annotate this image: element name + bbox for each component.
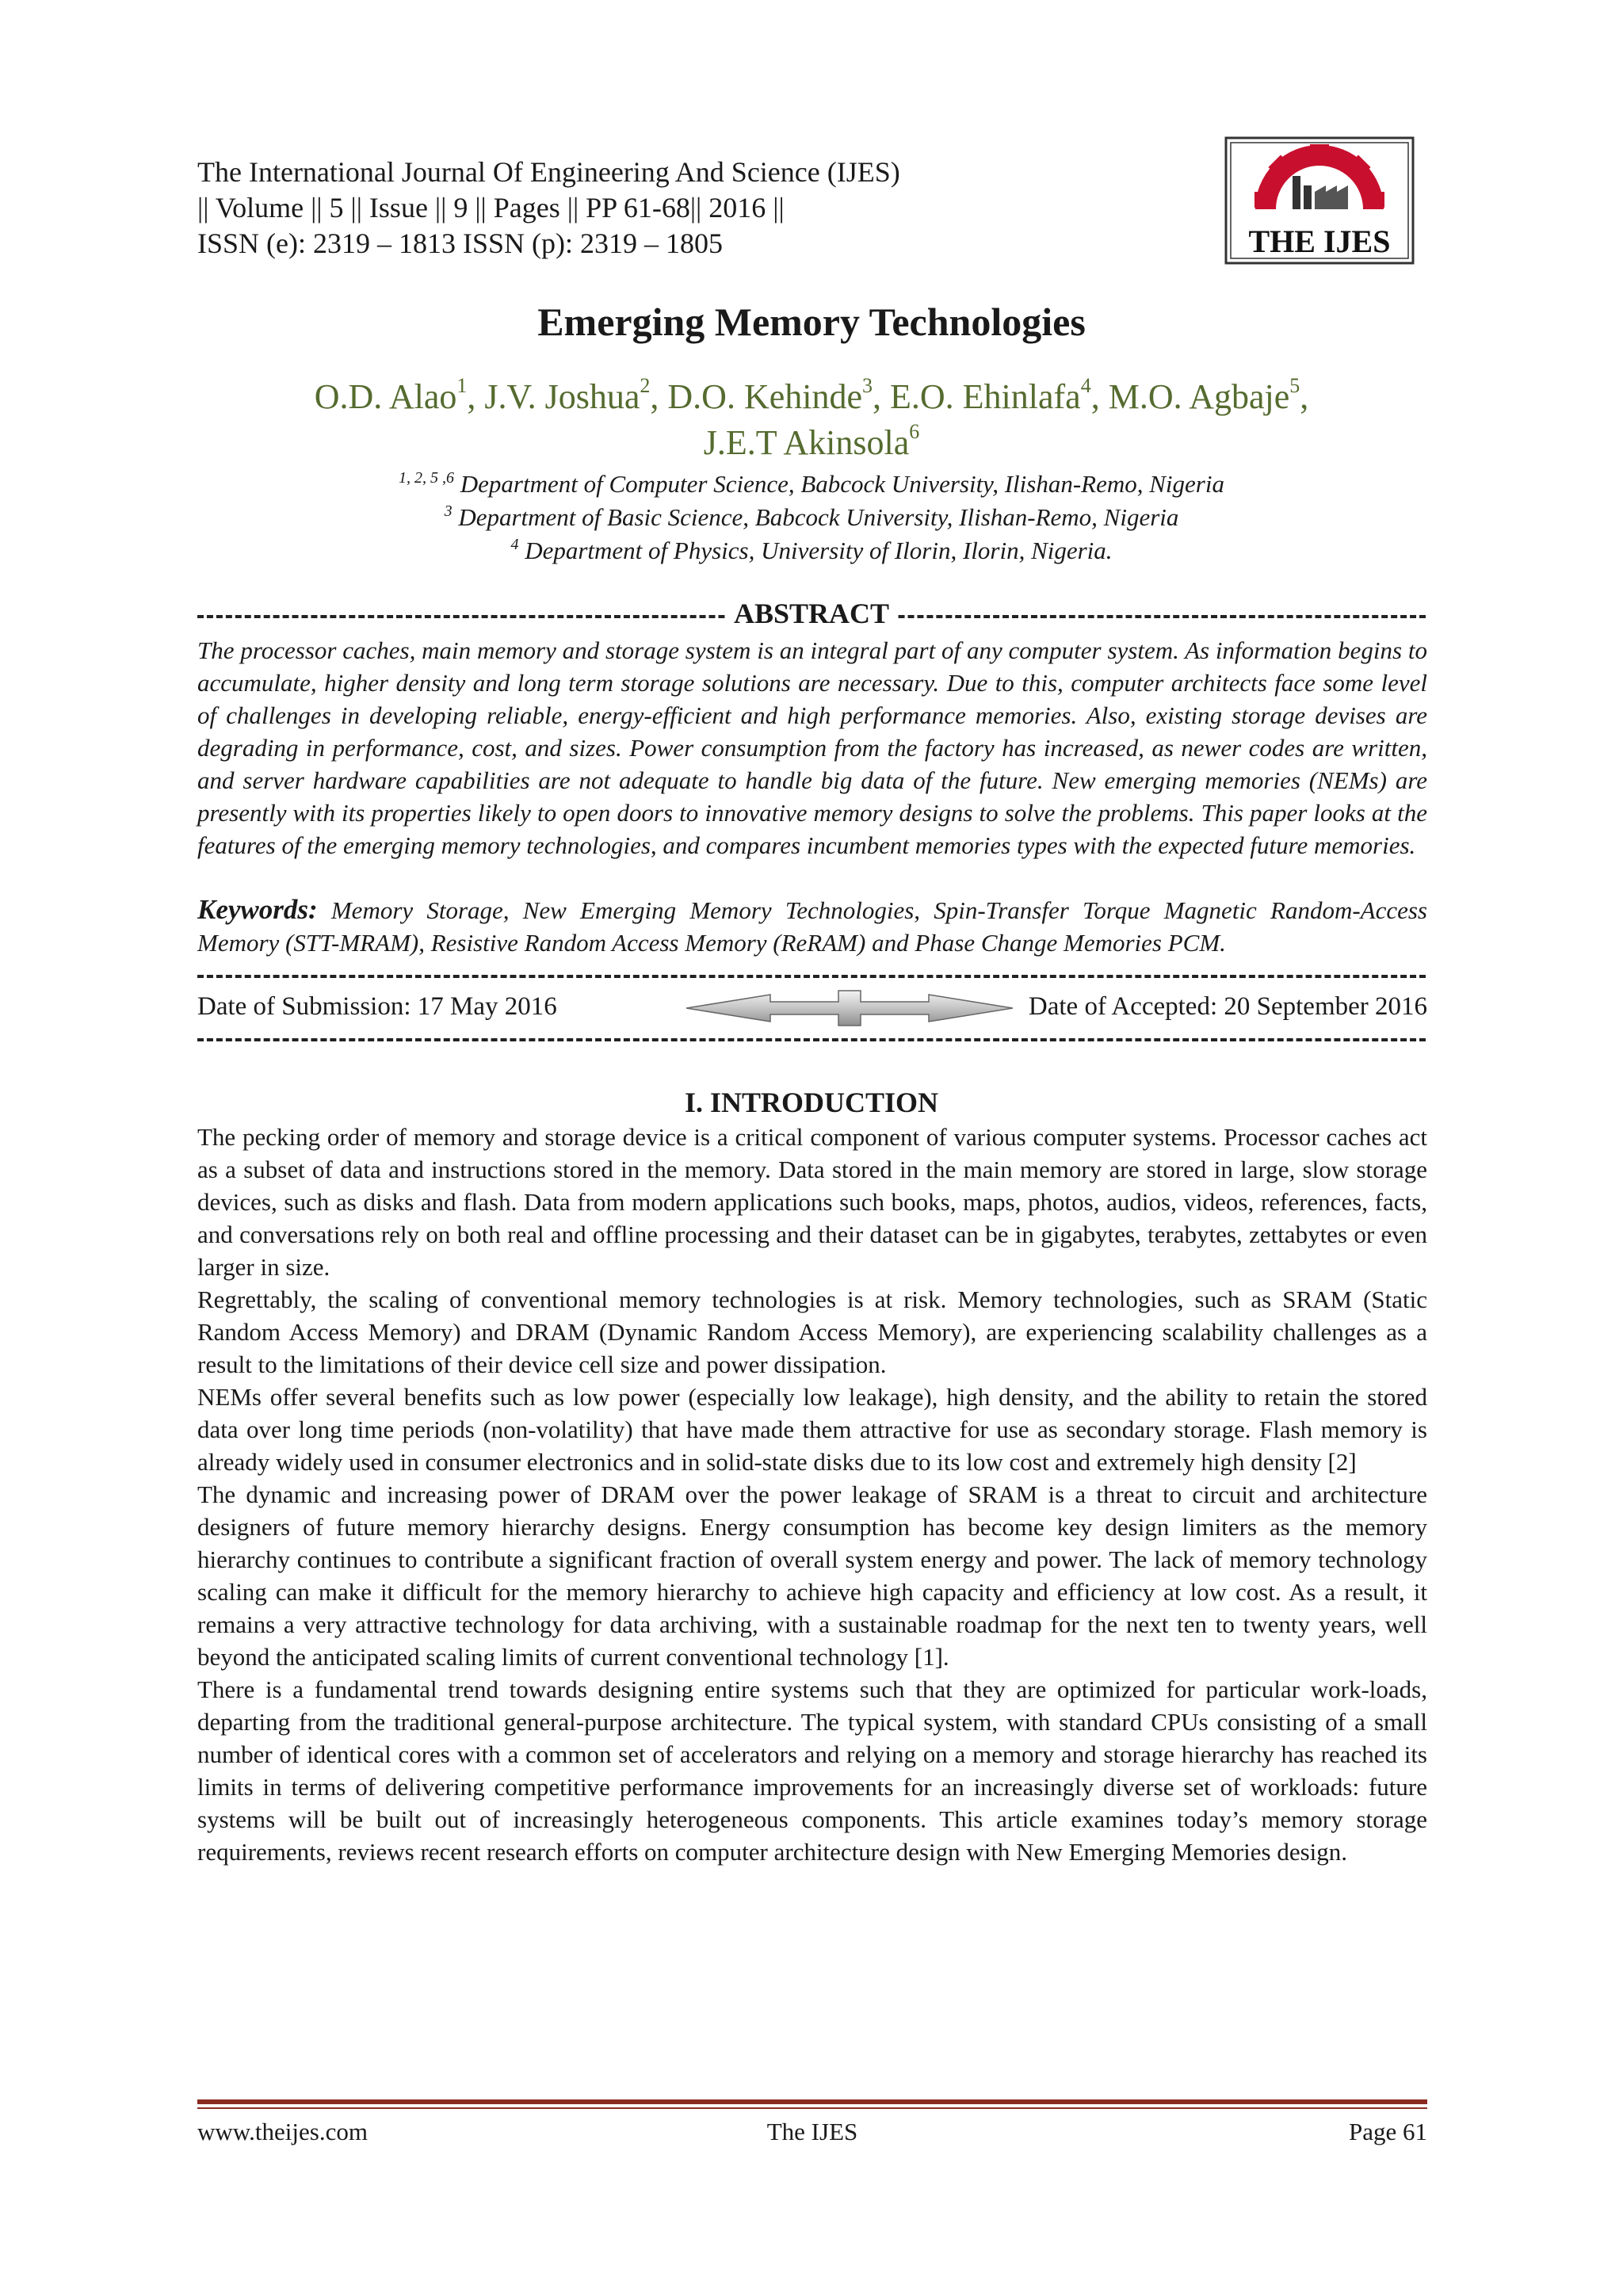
introduction-body bbox=[197, 1121, 1427, 1868]
paragraph: There is a fundamental trend towards designing entire systems such that they are optimized for particular work-loads, departing from the traditional general-purpose architecture. The typical system, with standard CPUs consisting of a small number of identical cores with a common set of accelerators and relying on a memory and storage hierarchy has reached its limits in terms of delivering competitive performance improvements for an increasingly diverse set of workloads: future systems will be built out of increasingly heterogeneous components. This article examines today’s memory storage requirements, reviews recent research efforts on computer architecture design with New Emerging Memories design. bbox=[197, 1675, 1427, 1866]
author-sup: 1 bbox=[456, 374, 468, 397]
keywords-text: Memory Storage, New Emerging Memory Technologies, Spin-Transfer Torque Magnetic Random-Access Memory (STT-MRAM), Resistive Random Access Memory (ReRAM) and Phase Change Memories PCM. bbox=[197, 896, 1427, 957]
affiliations bbox=[0, 468, 1623, 567]
affiliation-text: Department of Basic Science, Babcock University, Ilishan-Remo, Nigeria bbox=[458, 503, 1179, 531]
affiliation-text: Department of Computer Science, Babcock University, Ilishan-Remo, Nigeria bbox=[460, 470, 1224, 498]
dates-row bbox=[197, 987, 1427, 1026]
journal-issn: ISSN (e): 2319 – 1813 ISSN (p): 2319 – 1805 bbox=[197, 227, 723, 259]
journal-header bbox=[197, 155, 1148, 262]
accepted-date: Date of Accepted: 20 September 2016 bbox=[1028, 992, 1427, 1021]
affiliation-sup: 1, 2, 5 ,6 bbox=[399, 469, 454, 487]
dates-bottom-divider bbox=[197, 1038, 1426, 1041]
logo-text: THE IJES bbox=[1248, 223, 1391, 259]
affiliation-sup: 3 bbox=[444, 502, 453, 520]
abstract-heading-text: ABSTRACT bbox=[727, 598, 896, 629]
author-list bbox=[0, 374, 1623, 466]
affiliation bbox=[0, 468, 1623, 501]
paragraph: The pecking order of memory and storage device is a critical component of various computer systems. Processor caches act as a subset of data and instructions stored in the memory. Data stored in the main memory are stored in large, slow storage devices, such as disks and flash. Data from modern applications such books, maps, photos, audios, videos, references, facts, and conversations rely on both real and offline processing and their dataset can be in gigabytes, terabytes, zettabytes or even larger in size. bbox=[197, 1123, 1427, 1281]
author-name: J.V. Joshua bbox=[484, 377, 640, 416]
footer-rule-thin bbox=[197, 2107, 1427, 2109]
author-sup: 6 bbox=[909, 420, 920, 443]
double-arrow-icon bbox=[683, 988, 1016, 1028]
affiliation-text: Department of Physics, University of Ilorin, Ilorin, Nigeria. bbox=[525, 537, 1113, 564]
footer-page-number: Page 61 bbox=[1348, 2118, 1427, 2145]
section-heading-introduction: I. INTRODUCTION bbox=[684, 1087, 939, 1118]
author-line-2 bbox=[0, 420, 1623, 466]
keywords-label: Keywords: bbox=[197, 894, 318, 925]
author-name: D.O. Kehinde bbox=[667, 377, 863, 416]
paragraph: NEMs offer several benefits such as low power (especially low leakage), high density, and the ability to retain the stored data over long time periods (non-volatility) that have made them attractive for use as secondary storage. Flash memory is already widely used in consumer electronics and in solid-state disks due to its low cost and extremely high density [2] bbox=[197, 1383, 1427, 1476]
author-line-1: O.D. Alao$^1$, J.V. Joshua$^2$, D.O. Kehinde$^3$, E.O. Ehinlafa$^4$, M.O. Agbaje$^5$, bbox=[314, 374, 1309, 416]
journal-name: The International Journal Of Engineering And Science (IJES) bbox=[197, 156, 900, 188]
footer-rule bbox=[197, 2099, 1427, 2104]
author-name: O.D. Alao bbox=[314, 377, 457, 416]
affiliation-sup: 4 bbox=[510, 536, 519, 553]
author-sup: 4 bbox=[1080, 374, 1091, 397]
paragraph: Regrettably, the scaling of conventional memory technologies is at risk. Memory technologies, such as SRAM (Static Random Access Memory) and DRAM (Dynamic Random Access Memory), are experiencing scalability challenges as a result to the limitations of their device cell size and power dissipation. bbox=[197, 1286, 1427, 1378]
author-name: M.O. Agbaje bbox=[1108, 377, 1290, 416]
footer-journal: The IJES bbox=[766, 2118, 858, 2145]
journal-volume-info: || Volume || 5 || Issue || 9 || Pages || PP 61-68|| 2016 || bbox=[197, 192, 785, 223]
dates-top-divider bbox=[197, 975, 1426, 978]
affiliation bbox=[0, 534, 1623, 567]
page-footer bbox=[197, 2114, 1427, 2150]
author-sup: 3 bbox=[862, 374, 873, 397]
author-name: J.E.T Akinsola bbox=[703, 423, 910, 462]
submission-date: Date of Submission: 17 May 2016 bbox=[197, 992, 557, 1021]
keywords bbox=[197, 893, 1427, 959]
abstract-heading bbox=[0, 596, 1623, 631]
ijes-logo bbox=[1224, 136, 1415, 265]
paragraph: The dynamic and increasing power of DRAM over the power leakage of SRAM is a threat to circuit and architecture designers of future memory hierarchy designs. Energy consumption has become key design limiters as the memory hierarchy continues to contribute a significant fraction of overall system energy and power. The lack of memory technology scaling can make it difficult for the memory hierarchy to achieve high capacity and efficiency at low cost. As a result, it remains a very attractive technology for data archiving, with a sustainable roadmap for the next ten to twenty years, well beyond the anticipated scaling limits of current conventional technology [1]. bbox=[197, 1480, 1427, 1671]
footer-website-link[interactable]: www.theijes.com bbox=[197, 2118, 368, 2145]
abstract-text: The processor caches, main memory and storage system is an integral part of any computer system. As information begins to accumulate, higher density and long term storage solutions are necessary. Due to this, computer architects face some level of challenges in developing reliable, energy-efficient and high performance memories. Also, existing storage devises are degrading in performance, cost, and sizes. Power consumption from the factory has increased, as newer codes are written, and server hardware capabilities are not adequate to handle big data of the future. New emerging memories (NEMs) are presently with its properties likely to open doors to innovative memory designs to solve the problems. This paper looks at the features of the emerging memory technologies, and compares incumbent memories types with the expected future memories. bbox=[197, 636, 1427, 859]
paper-title: Emerging Memory Technologies bbox=[537, 300, 1086, 344]
author-sup: 2 bbox=[640, 374, 651, 397]
author-name: E.O. Ehinlafa bbox=[890, 377, 1081, 416]
affiliation bbox=[0, 501, 1623, 534]
author-sup: 5 bbox=[1289, 374, 1300, 397]
